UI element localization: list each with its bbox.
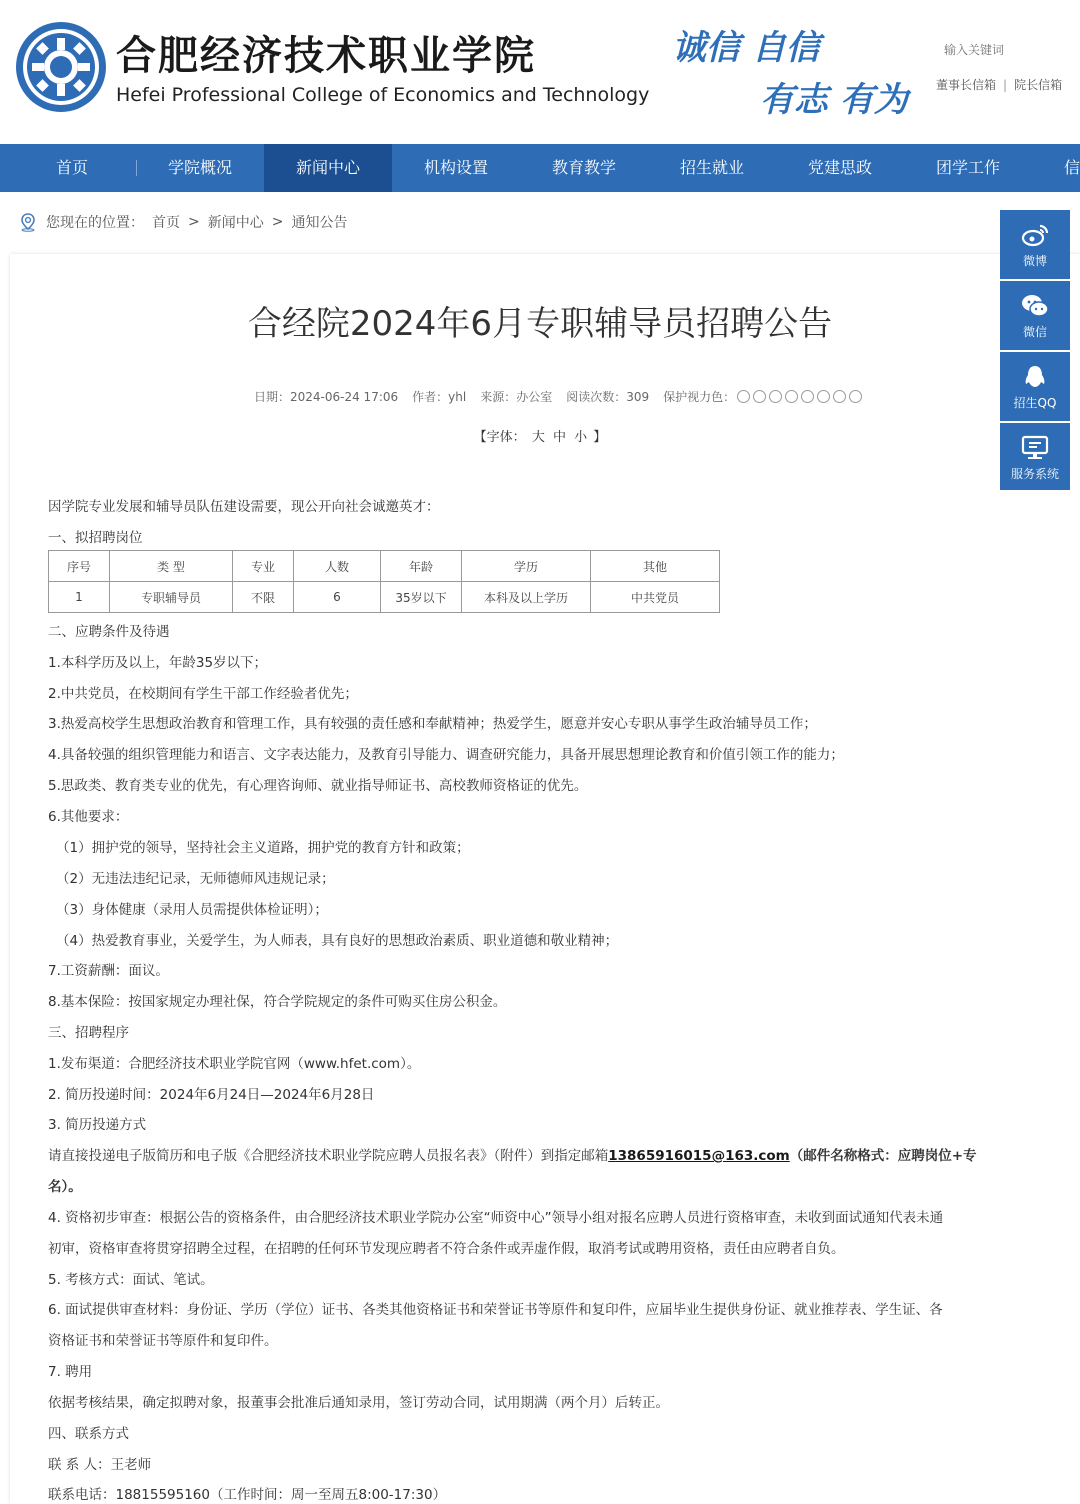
color-swatch[interactable] [753, 390, 766, 403]
service-system-label: 服务系统 [1010, 467, 1059, 481]
breadcrumb-prefix: 您现在的位置： [46, 215, 144, 231]
color-swatch[interactable] [833, 390, 846, 403]
article-intro: 因学院专业发展和辅导员队伍建设需要，现公开向社会诚邀英才： [48, 499, 440, 515]
color-swatch[interactable] [817, 390, 830, 403]
nav-more[interactable]: 信 [1064, 158, 1080, 177]
procedure-item: 6. 面试提供审查材料：身份证、学历（学位）证书、各类其他资格证书和荣誉证书等原件和复印件，应届毕业生提供身份证、就业推荐表、学生证、各 [48, 1302, 943, 1318]
condition-item: 1.本科学历及以上，年龄35岁以下； [48, 655, 268, 671]
condition-subitem: （1）拥护党的领导，坚持社会主义道路，拥护党的教育方针和政策； [56, 840, 470, 856]
search-input[interactable] [936, 36, 1080, 64]
article-author: 作者：yhl [412, 390, 467, 404]
nav-teaching[interactable]: 教育教学 [551, 158, 616, 177]
condition-item: 5.思政类、教育类专业的优先，有心理咨询师、就业指导师证书、高校教师资格证的优先。 [48, 778, 588, 794]
procedure-paragraph-end: 名）。 [48, 1179, 82, 1195]
article-title: 合经院2024年6月专职辅导员招聘公告 [247, 304, 833, 344]
nav-departments[interactable]: 机构设置 [423, 158, 488, 177]
breadcrumb [18, 212, 347, 232]
condition-item: 6.其他要求： [48, 809, 129, 825]
procedure-paragraph: 依据考核结果，确定拟聘对象，报董事会批准后通知录用，签订劳动合同，试用期满（两个月）后转正。 [48, 1395, 669, 1411]
eye-care-label: 保护视力色： [663, 390, 736, 404]
table-header-cell: 人数 [294, 551, 381, 582]
section-heading-contact: 四、联系方式 [48, 1426, 129, 1442]
condition-subitem: （4）热爱教育事业，关爱学生，为人师表，具有良好的思想政治素质、职业道德和敬业精神； [56, 933, 619, 949]
admissions-qq-label: 招生QQ [1013, 396, 1057, 410]
article-views: 阅读次数：309 [566, 390, 650, 404]
procedure-paragraph [48, 1144, 977, 1164]
email-link[interactable]: 13865916015@163.com [608, 1148, 790, 1164]
condition-item: 3.热爱高校学生思想政治教育和管理工作，具有较强的责任感和奉献精神；热爱学生，愿意并安心专职从事学生政治辅导员工作； [48, 716, 817, 732]
font-size-control [0, 426, 1080, 445]
color-swatch[interactable] [769, 390, 782, 403]
procedure-item: 2. 简历投递时间：2024年6月24日—2024年6月28日 [48, 1087, 375, 1103]
procedure-item: 1.发布渠道：合肥经济技术职业学院官网（www.hfet.com）。 [48, 1056, 421, 1072]
procedure-item-continued: 初审，资格审查将贯穿招聘全过程，在招聘的任何环节发现应聘者不符合条件或弄虚作假，取消考试或聘用资格，责任由应聘者自负。 [48, 1241, 845, 1257]
section-heading-conditions: 二、应聘条件及待遇 [48, 624, 170, 640]
color-swatch[interactable] [737, 390, 750, 403]
procedure-item: 3. 简历投递方式 [48, 1117, 147, 1133]
nav-about[interactable]: 学院概况 [167, 158, 232, 177]
college-english-name: Hefei Professional College of Economics and Technology [116, 84, 650, 106]
section-heading-positions: 一、拟招聘岗位 [48, 530, 143, 546]
procedure-item: 5. 考核方式：面试、笔试。 [48, 1272, 214, 1288]
table-cell: 本科及以上学历 [462, 582, 591, 613]
service-system-button[interactable] [1000, 423, 1070, 491]
president-mailbox-link[interactable]: 院长信箱 [1014, 78, 1063, 92]
condition-subitem: （3）身体健康（录用人员需提供体检证明）； [56, 902, 328, 918]
motto-line-2: 有志 有为 [760, 80, 908, 120]
procedure-item: 7. 聘用 [48, 1364, 93, 1380]
table-header-cell: 类 型 [110, 551, 233, 582]
color-swatch[interactable] [849, 390, 862, 403]
qq-penguin-icon [1020, 364, 1050, 390]
site-header [0, 0, 1080, 144]
weibo-button[interactable] [1000, 210, 1070, 278]
condition-item: 4.具备较强的组织管理能力和语言、文字表达能力，及教育引导能力、调查研究能力，具备开展思想理论教育和价值引领工作的能力； [48, 747, 844, 763]
article-source: 来源：办公室 [480, 390, 553, 404]
font-size-label-open: 【字体： [473, 430, 526, 445]
positions-table [48, 550, 720, 613]
location-pin-icon [18, 212, 38, 232]
condition-subitem: （2）无违法违纪记录，无师德师风违规记录； [56, 871, 335, 887]
table-header-cell: 序号 [49, 551, 110, 582]
main-nav [0, 144, 1080, 192]
wechat-icon [1020, 293, 1050, 319]
nav-party[interactable]: 党建思政 [807, 158, 872, 177]
table-cell: 中共党员 [591, 582, 720, 613]
table-header-cell: 学历 [462, 551, 591, 582]
font-size-large[interactable]: 大 [531, 430, 545, 445]
nav-admissions[interactable]: 招生就业 [679, 158, 744, 177]
font-size-small[interactable]: 小 [574, 430, 588, 445]
font-size-medium[interactable]: 中 [552, 430, 566, 445]
color-swatch[interactable] [785, 390, 798, 403]
side-float-bar [1000, 210, 1070, 490]
article-meta [254, 388, 876, 405]
breadcrumb-separator: > [188, 214, 200, 230]
submission-text: 请直接投递电子版简历和电子版《合肥经济技术职业学院应聘人员报名表》（附件）到指定邮箱 [48, 1148, 609, 1164]
weibo-icon [1020, 222, 1050, 248]
table-cell: 1 [49, 582, 110, 613]
college-chinese-name: 合肥经济技术职业学院 [116, 32, 536, 79]
condition-item: 7.工资薪酬：面议。 [48, 963, 169, 979]
eye-care-colors [737, 390, 862, 403]
contact-phone: 联系电话：18815595160（工作时间：周一至周五8:00-17:30） [48, 1487, 447, 1503]
breadcrumb-separator: > [271, 214, 284, 230]
breadcrumb-news[interactable]: 新闻中心 [207, 215, 264, 231]
table-header-row [49, 551, 720, 582]
table-cell: 35岁以下 [381, 582, 462, 613]
chairman-mailbox-link[interactable]: 董事长信箱 [936, 78, 997, 92]
table-cell: 不限 [233, 582, 294, 613]
table-header-cell: 年龄 [381, 551, 462, 582]
wechat-label: 微信 [1022, 325, 1047, 339]
top-links: 董事长信箱 | 院长信箱 [936, 78, 1063, 92]
table-header-cell: 其他 [591, 551, 720, 582]
nav-youth[interactable]: 团学工作 [935, 158, 1000, 177]
procedure-item: 4. 资格初步审查：根据公告的资格条件，由合肥经济技术职业学院办公室“师资中心”领导小组对报名应聘人员进行资格审查，未收到面试通知代表未通 [48, 1210, 944, 1226]
color-swatch[interactable] [801, 390, 814, 403]
condition-item: 2.中共党员，在校期间有学生干部工作经验者优先； [48, 686, 358, 702]
table-row [49, 582, 720, 613]
breadcrumb-notices[interactable]: 通知公告 [291, 215, 348, 231]
contact-person: 联 系 人：王老师 [48, 1457, 152, 1473]
wechat-button[interactable] [1000, 281, 1070, 349]
condition-item: 8.基本保险：按国家规定办理社保，符合学院规定的条件可购买住房公积金。 [48, 994, 507, 1010]
admissions-qq-button[interactable] [1000, 352, 1070, 420]
breadcrumb-home[interactable]: 首页 [152, 215, 180, 231]
nav-news[interactable]: 新闻中心 [264, 144, 392, 192]
email-subject-format: （邮件名称格式：应聘岗位+专 [789, 1148, 977, 1164]
section-heading-procedure: 三、招聘程序 [48, 1025, 129, 1041]
motto-line-1: 诚信 自信 [672, 28, 820, 68]
table-cell: 专职辅导员 [110, 582, 233, 613]
weibo-label: 微博 [1022, 254, 1047, 268]
monitor-icon [1020, 435, 1050, 461]
nav-home[interactable]: 首页 [55, 158, 88, 177]
table-cell: 6 [294, 582, 381, 613]
table-header-cell: 专业 [233, 551, 294, 582]
college-logo-icon[interactable] [14, 20, 108, 114]
procedure-item-continued: 资格证书和荣誉证书等原件和复印件。 [48, 1333, 278, 1349]
font-size-label-close: 】 [593, 430, 607, 445]
article-date: 日期：2024-06-24 17:06 [254, 390, 399, 404]
